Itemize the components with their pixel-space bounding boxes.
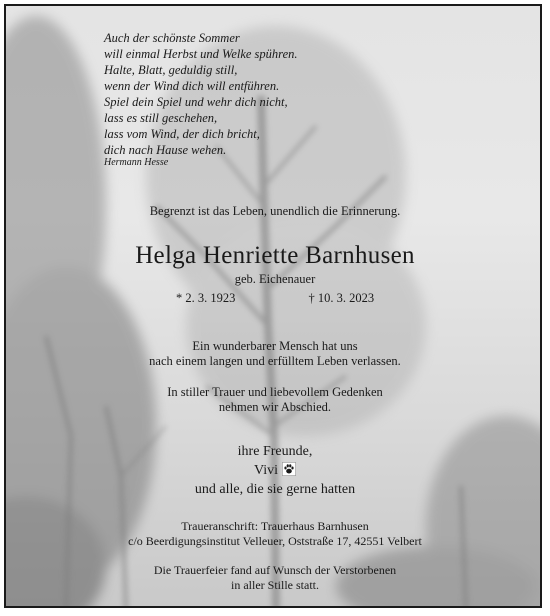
poem xyxy=(104,30,298,158)
farewell-text xyxy=(6,385,542,415)
mourning-address xyxy=(6,519,542,549)
poem-line: Auch der schönste Sommer xyxy=(104,31,240,45)
ceremony-line: Die Trauerfeier fand auf Wunsch der Verstorbenen xyxy=(153,563,397,577)
mourners-line-vivi xyxy=(6,461,542,480)
ceremony-note xyxy=(6,563,542,593)
mourner-name: Vivi xyxy=(253,463,279,478)
life-dates xyxy=(6,291,542,306)
deceased-name: Helga Henriette Barnhusen xyxy=(135,242,415,269)
address-line: c/o Beerdigungsinstitut Velleuer, Oststraße 17, 42551 Velbert xyxy=(128,534,422,548)
mourners-line: ihre Freunde, xyxy=(237,444,313,459)
mourners-line: und alle, die sie gerne hatten xyxy=(194,482,356,497)
mourners xyxy=(6,442,542,499)
poem-line: dich nach Hause wehen. xyxy=(104,143,227,157)
obituary-card xyxy=(4,4,542,608)
death-date: † 10. 3. 2023 xyxy=(308,291,375,305)
poem-line: lass es still geschehen, xyxy=(104,111,218,125)
poem-author: Hermann Hesse xyxy=(104,157,169,168)
poem-line: wenn der Wind dich will entführen. xyxy=(104,79,280,93)
tribute-line: Ein wunderbarer Mensch hat uns xyxy=(192,339,358,353)
poem-line: lass vom Wind, der dich bricht, xyxy=(104,127,260,141)
tribute-text xyxy=(6,339,542,369)
ceremony-line: in aller Stille statt. xyxy=(231,578,319,592)
tribute-line: nach einem langen und erfülltem Leben verlassen. xyxy=(149,354,401,368)
paw-print-icon xyxy=(282,462,296,476)
address-line: Traueranschrift: Trauerhaus Barnhusen xyxy=(181,519,369,533)
birth-name: geb. Eichenauer xyxy=(234,272,316,286)
farewell-line: In stiller Trauer und liebevollem Gedenken xyxy=(167,385,383,399)
birth-date: * 2. 3. 1923 xyxy=(175,291,236,305)
motto: Begrenzt ist das Leben, unendlich die Erinnerung. xyxy=(149,204,401,218)
poem-line: Spiel dein Spiel und wehr dich nicht, xyxy=(104,95,288,109)
farewell-line: nehmen wir Abschied. xyxy=(218,400,332,414)
poem-line: will einmal Herbst und Welke spühren. xyxy=(104,47,298,61)
poem-line: Halte, Blatt, geduldig still, xyxy=(104,63,238,77)
